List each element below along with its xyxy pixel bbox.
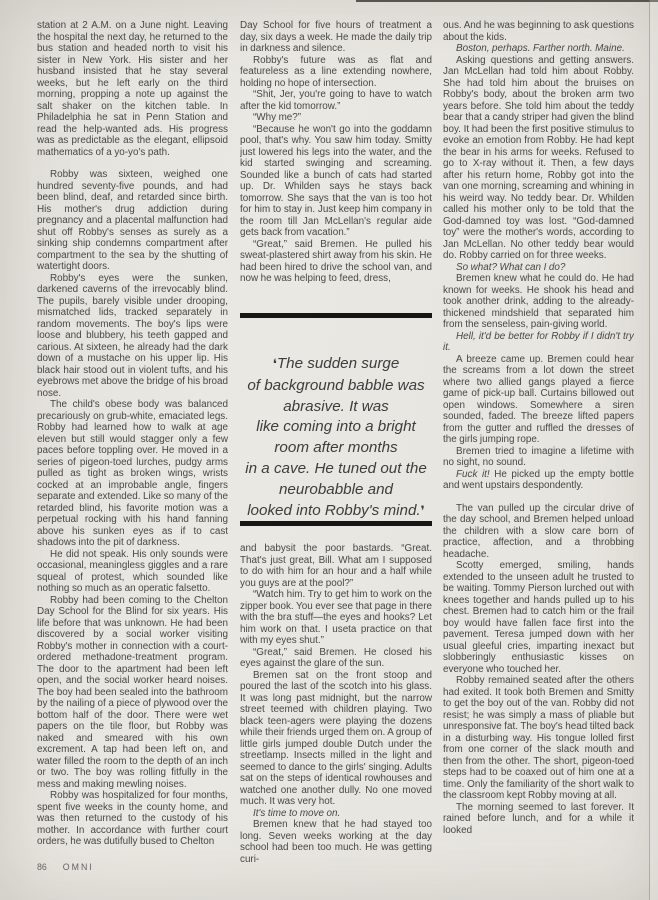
scan-right-margin	[650, 0, 658, 900]
pull-quote-line: neurobabble and	[278, 480, 393, 498]
paragraph: Robby's future was as flat and featureless as a line extending nowhere, holding no hope of intersection.	[240, 54, 432, 89]
paragraph: ous. And he was beginning to ask questions about the kids.	[443, 20, 634, 43]
scan-page-edge-line	[649, 0, 650, 900]
magazine-name: OMNI	[62, 862, 94, 872]
pull-quote-line: ❛The sudden surge	[272, 355, 400, 372]
paragraph: and babysit the poor bastards. “Great. That's just great, Bill. What am I supposed to do with him for an hour and a half while you guys are at the pool?”	[240, 543, 432, 589]
paragraph: station at 2 A.M. on a June night. Leaving the hospital the next day, he returned to the bus station and headed north to visit his sister in New York. His sister and her husband insisted that he stay several weeks, but he left early on the third morning, propping a note up against the salt shaker on the kitchen table. In Philadelphia he sat in Penn Station and read the help-wanted ads. His progress was as predictable as the elegant, ellipsoid mathematics of a yo-yo's path.	[37, 20, 228, 158]
paragraph: Boston, perhaps. Farther north. Maine.	[456, 43, 625, 54]
paragraph: Bremen sat on the front stoop and poured the last of the scotch into his glass. It was long past midnight, but the narrow street teemed with children playing. Two black teen-agers were playing the dozens while their friends urged them on. A group of little girls jumped double Dutch under the streetlamp. Insects milled in the light and seemed to dance to the girls' singing. Adults sat on the steps of identical rowhouses and watched one another dully. No one moved much. It was very hot.	[240, 669, 432, 807]
pull-quote-line: like coming into a bright	[256, 418, 416, 436]
paragraph: Robby's eyes were the sunken, darkened caverns of the irrevocably blind. The pupils, barely visible under drooping, mismatched lids, tracked separately in random movements. The boy's lips were loose and blubbery, his teeth gapped and carious. At sixteen, he already had the dark down of a mustache on his upper lip. His black hair stood out in violent tufts, and his eyebrows met above the bridge of his broad nose.	[37, 272, 228, 399]
paragraph: Hell, it'd be better for Robby if I didn't try it.	[443, 330, 634, 353]
paragraph: “Because he won't go into the goddamn pool, that's why. You saw him today. Smitty just lowered his legs into the water, and the kid started swinging and screaming. Sounded like a bunch of cats had started up. Dr. Whilden says he stays back tomorrow. She says that the van is too hot for him to stay in. Just keep him company in the room till Jan McLellan's regular aide gets back from vacation.”	[240, 123, 432, 238]
paragraph: Bremen tried to imagine a lifetime with no sight, no sound.	[443, 445, 634, 468]
paragraph: Bremen knew that he had stayed too long. Seven weeks working at the day school had been too much. He was getting curi-	[240, 819, 432, 865]
column-middle-top	[240, 20, 432, 310]
paragraph: The child's obese body was balanced precariously on grub-white, emaciated legs. Robby had learned how to walk at age eleven but still would stagger only a few paces before toppling over. He moved in a series of pigeon-toed lurches, pudgy arms pulled as tight as broken wings, wrists cocked at an improbable angle, fingers separate and extended. Like so many of the retarded blind, his favorite motion was a perpetual rocking with his hand fanning above his sunken eyes as if to cast shadows into the pit of darkness.	[37, 399, 228, 548]
column-left	[37, 20, 228, 865]
paragraph: Robby was sixteen, weighed one hundred seventy-five pounds, and had been blind, deaf, and retarded since birth. His mother's drug addiction during pregnancy and a placental malfunction had shut off Robby's senses as surely as a sinking ship condemns compartment after compartment to the sea by the shutting of watertight doors.	[37, 169, 228, 272]
paragraph: Robby was hospitalized for four months, spent five weeks in the county home, and was then returned to the custody of his mother. In accordance with further court orders, he was dutifully bused to Chelton	[37, 790, 228, 847]
pull-quote-text	[240, 318, 432, 522]
paragraph: It's time to move on.	[253, 807, 341, 819]
open-quote-ornament-icon: ❛	[272, 357, 277, 372]
paragraph: Day School for five hours of treatment a day, six days a week. He made the daily trip in darkness and silence.	[240, 20, 432, 54]
paragraph: Asking questions and getting answers. Jan McLellan had told him about Robby. She had told him about the bruises on Robby's body, about the broken arm two years before. She told him about the teddy bear that a candy striper had given the blind boy. It had been the first positive stimulus to evoke an emotion from Robby. He had kept the bear in his arms for weeks. Refused to go to X-ray without it. Then, a few days after his return home, Robby got into the van one morning, screaming and whining in his weird way. No teddy bear. Dr. Whilden called his mother only to be told that the God-damned toy was lost. “God-damned toy” were the mother's words, according to Jan McLellan. No other teddy bear would do. Robby carried on for three weeks.	[443, 54, 634, 261]
column-middle	[240, 0, 432, 900]
paragraph: Robby remained seated after the others had exited. It took both Bremen and Smitty to get the boy out of the van. Robby did not resist; he was simply a mass of pliable but unresponsive fat. The boy's head tilted back in a disturbing way. His tongue lolled first from one corner of the slack mouth and then from the other. The short, pigeon-toed steps had to be coaxed out of him one at a time. Only the familiarity of the short walk to the classroom kept Robby moving at all.	[443, 675, 634, 801]
paragraph: “Why me?”	[253, 112, 302, 123]
pull-quote-line: in a cave. He tuned out the	[245, 459, 427, 477]
column-right	[443, 20, 634, 880]
page-footer	[37, 862, 94, 872]
pull-quote	[240, 313, 432, 526]
paragraph: “Watch him. Try to get him to work on the zipper book. You ever see that page in there with the bra stuff—the eyes and hooks? Let him work on that. I useta practice on that with my eyes shut.”	[240, 589, 432, 646]
pull-quote-line: looked into Robby's mind.❜	[247, 501, 425, 519]
close-quote-ornament-icon: ❜	[420, 503, 425, 519]
paragraph: He did not speak. His only sounds were occasional, meaningless giggles and a rare squeal of protest, which sounded like nothing so much as an operatic falsetto.	[37, 548, 228, 594]
paragraph: So what? What can I do?	[456, 261, 566, 273]
paragraph: Robby had been coming to the Chelton Day School for the Blind for six years. His life before that was unknown. He had been discovered by a social worker visiting Robby's mother in connection with a court-ordered methadone-treatment program. The door to the apartment had been left open, and the social worker heard noises. The boy had been sealed into the bathroom by the nailing of a piece of plywood over the bottom half of the door. There were wet papers on the tile floor, but Robby was naked and smeared with his own excrement. A tap had been left on, and water filled the room to the depth of an inch or two. The boy was rolling fitfully in the mess and making mewling noises.	[37, 594, 228, 790]
paragraph: Fuck it! He picked up the empty bottle and went upstairs despondently.	[443, 468, 634, 491]
pull-quote-line: of background babble was	[247, 376, 425, 394]
pull-quote-line: room after months	[274, 439, 398, 457]
paragraph: The van pulled up the circular drive of the day school, and Bremen helped unload the children with a slow care born of practice, affection, and a throbbing headache.	[443, 502, 634, 560]
paragraph: A breeze came up. Bremen could hear the screams from a lot down the street where two allied gangs played a fierce game of pick-up ball. Curtains billowed out open windows. Somewhere a siren sounded, faded. The breeze lifted papers from the gutter and ruffled the dresses of the girls jumping rope.	[443, 353, 634, 445]
page-number: 86	[37, 862, 47, 872]
paragraph: Scotty emerged, smiling, hands extended to the unseen adult he trusted to be waiting. Tommy Pierson lurched out with knees together and hands pulled up to his chest. Bremen had to catch him or the frail boy would have fallen face first into the pavement. Teresa jumped down with her usual gleeful cries, imparting inexact but slobberingly enthusiastic kisses on everyone who touched her.	[443, 560, 634, 675]
pull-quote-line: abrasive. It was	[283, 397, 389, 415]
column-middle-bottom	[240, 543, 432, 893]
paragraph: “Great,” said Bremen. He closed his eyes against the glare of the sun.	[240, 646, 432, 669]
paragraph: “Great,” said Bremen. He pulled his sweat-plastered shirt away from his skin. He had been hired to drive the school van, and now he was helping to feed, dress,	[240, 238, 432, 284]
paragraph: The morning seemed to last forever. It rained before lunch, and for a while it looked	[443, 801, 634, 836]
paragraph: Bremen knew what he could do. He had known for weeks. He shook his head and took another drink, adding to the already-thickened mindshield that separated him from the senseless, pain-giving world.	[443, 273, 634, 330]
paragraph: “Shit, Jer, you're going to have to watch after the kid tomorrow.”	[240, 89, 432, 112]
